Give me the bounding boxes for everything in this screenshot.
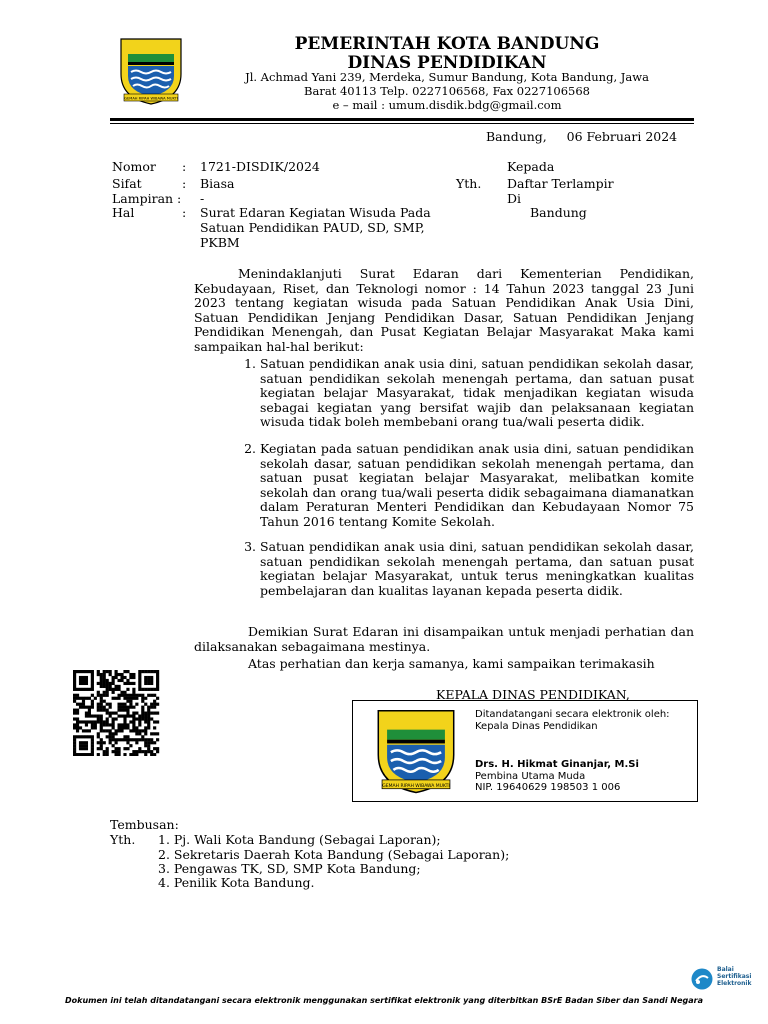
- footer-disclaimer: Dokumen ini telah ditandatangani secara elektronik menggunakan sertifikat elektronik yang diterbitkan BSrE Badan Siber dan Sandi Negara: [65, 996, 703, 1005]
- letter-date: Bandung, 06 Februari 2024: [486, 129, 678, 144]
- recipient-di: Di: [507, 191, 522, 206]
- closing-paragraph-1: Demikian Surat Edaran ini disampaikan untuk menjadi perhatian dan dilaksanakan sebagaimana mestinya.: [194, 624, 694, 654]
- signer-office: Kepala Dinas Pendidikan: [475, 721, 598, 732]
- city-emblem-logo: [118, 36, 184, 106]
- tembusan-yth: Yth.: [110, 832, 136, 847]
- sifat-sep: :: [182, 176, 187, 191]
- hal-value-1: Surat Edaran Kegiatan Wisuda Pada: [200, 205, 431, 220]
- sifat-value: Biasa: [200, 176, 235, 191]
- lampiran-value: -: [200, 191, 205, 206]
- emblem-icon: [118, 36, 184, 106]
- hal-value-3: PKBM: [200, 235, 240, 250]
- qr-code: [66, 670, 166, 756]
- bsre-line-1: Balai: [717, 966, 734, 973]
- e-signature-box: [352, 700, 698, 802]
- recipient-daftar: Daftar Terlampir: [507, 176, 614, 191]
- closing-paragraph-2: Atas perhatian dan kerja samanya, kami sampaikan terimakasih: [248, 656, 655, 671]
- hal-value-2: Satuan Pendidikan PAUD, SD, SMP,: [200, 220, 425, 235]
- tembusan-item: 1. Pj. Wali Kota Bandung (Sebagai Laporan);: [158, 832, 441, 847]
- signature-emblem: [373, 707, 459, 799]
- bsre-logo: [690, 966, 760, 992]
- recipient-city: Bandung: [530, 205, 587, 220]
- svg-text:GEMAH RIPAH WIBAWA MUKTI: GEMAH RIPAH WIBAWA MUKTI: [124, 96, 178, 101]
- tembusan-item: 4. Penilik Kota Bandung.: [158, 875, 315, 890]
- nomor-sep: :: [182, 159, 187, 174]
- signature-title: KEPALA DINAS PENDIDIKAN,: [436, 687, 630, 702]
- tembusan-item: 3. Pengawas TK, SD, SMP Kota Bandung;: [158, 861, 421, 876]
- signer-name: Drs. H. Hikmat Ginanjar, M.Si: [475, 759, 639, 770]
- header-line-1: PEMERINTAH KOTA BANDUNG: [294, 34, 600, 54]
- bsre-line-2: Sertifikasi: [717, 973, 752, 980]
- header-address-2: Barat 40113 Telp. 0227106568, Fax 0227106568: [304, 84, 590, 98]
- qr-code-icon: [66, 670, 166, 756]
- signer-rank: Pembina Utama Muda: [475, 771, 586, 782]
- emblem-icon: [373, 707, 459, 795]
- nomor-label: Nomor: [112, 159, 156, 174]
- hal-sep: :: [182, 205, 187, 220]
- header-address-1: Jl. Achmad Yani 239, Merdeka, Sumur Bandung, Kota Bandung, Jawa: [245, 70, 649, 84]
- bsre-line-3: Elektronik: [717, 980, 752, 987]
- hal-label: Hal: [112, 205, 135, 220]
- svg-text:GEMAH RIPAH WIBAWA MUKTI: GEMAH RIPAH WIBAWA MUKTI: [382, 783, 450, 789]
- list-item-number: 1.: [244, 356, 256, 371]
- header-divider-thick: [110, 118, 694, 121]
- list-item-text: Kegiatan pada satuan pendidikan anak usia dini, satuan pendidikan sekolah dasar, satuan pendidikan sekolah menengah pertama, dan satuan pusat kegiatan belajar Masyarakat, melibatkan komite sekolah dan orang tua/wali peserta didik sebagaimana diamanatkan dalam Peraturan Menteri Pendidikan dan Kebudayaan Nomor 75 Tahun 2016 tentang Komite Sekolah.: [260, 441, 694, 529]
- recipient-yth: Yth.: [456, 176, 482, 191]
- signed-by-text: Ditandatangani secara elektronik oleh:: [475, 709, 670, 720]
- bsre-icon: [690, 967, 714, 991]
- sifat-label: Sifat: [112, 176, 142, 191]
- tembusan-item: 2. Sekretaris Daerah Kota Bandung (Sebagai Laporan);: [158, 847, 510, 862]
- header-divider-thin: [110, 123, 694, 124]
- header-line-2: DINAS PENDIDIKAN: [347, 53, 547, 73]
- nomor-value: 1721-DISDIK/2024: [200, 159, 320, 174]
- header-email: e – mail : umum.disdik.bdg@gmail.com: [332, 98, 562, 112]
- signer-nip: NIP. 19640629 198503 1 006: [475, 782, 621, 793]
- tembusan-label: Tembusan:: [110, 817, 179, 832]
- recipient-kepada: Kepada: [507, 159, 555, 174]
- body-intro-paragraph: Menindaklanjuti Surat Edaran dari Kementerian Pendidikan, Kebudayaan, Riset, dan Teknologi nomor : 14 Tahun 2023 tanggal 23 Juni 2023 tentang kegiatan wisuda pada Satuan Pendidikan Anak Usia Dini, Satuan Pendidikan Jenjang Pendidikan Dasar, Satuan Pendidikan Jenjang Pendidikan Menengah, dan Pusat Kegiatan Belajar Masyarakat Maka kami sampaikan hal-hal berikut:: [194, 266, 694, 354]
- list-item-number: 2.: [244, 441, 256, 456]
- list-item-number: 3.: [244, 539, 256, 554]
- list-item-text: Satuan pendidikan anak usia dini, satuan pendidikan sekolah dasar, satuan pendidikan sekolah menengah pertama, dan satuan pusat kegiatan belajar Masyarakat, untuk terus meningkatkan kualitas pembelajaran dan kualitas layanan kepada peserta didik.: [260, 539, 694, 598]
- list-item-text: Satuan pendidikan anak usia dini, satuan pendidikan sekolah dasar, satuan pendidikan sekolah menengah pertama, dan satuan pusat kegiatan belajar Masyarakat, tidak menjadikan kegiatan wisuda sebagai kegiatan yang bersifat wajib dan pelaksanaan kegiatan wisuda tidak boleh membebani orang tua/wali peserta didik.: [260, 356, 694, 429]
- lampiran-label: Lampiran :: [112, 191, 182, 206]
